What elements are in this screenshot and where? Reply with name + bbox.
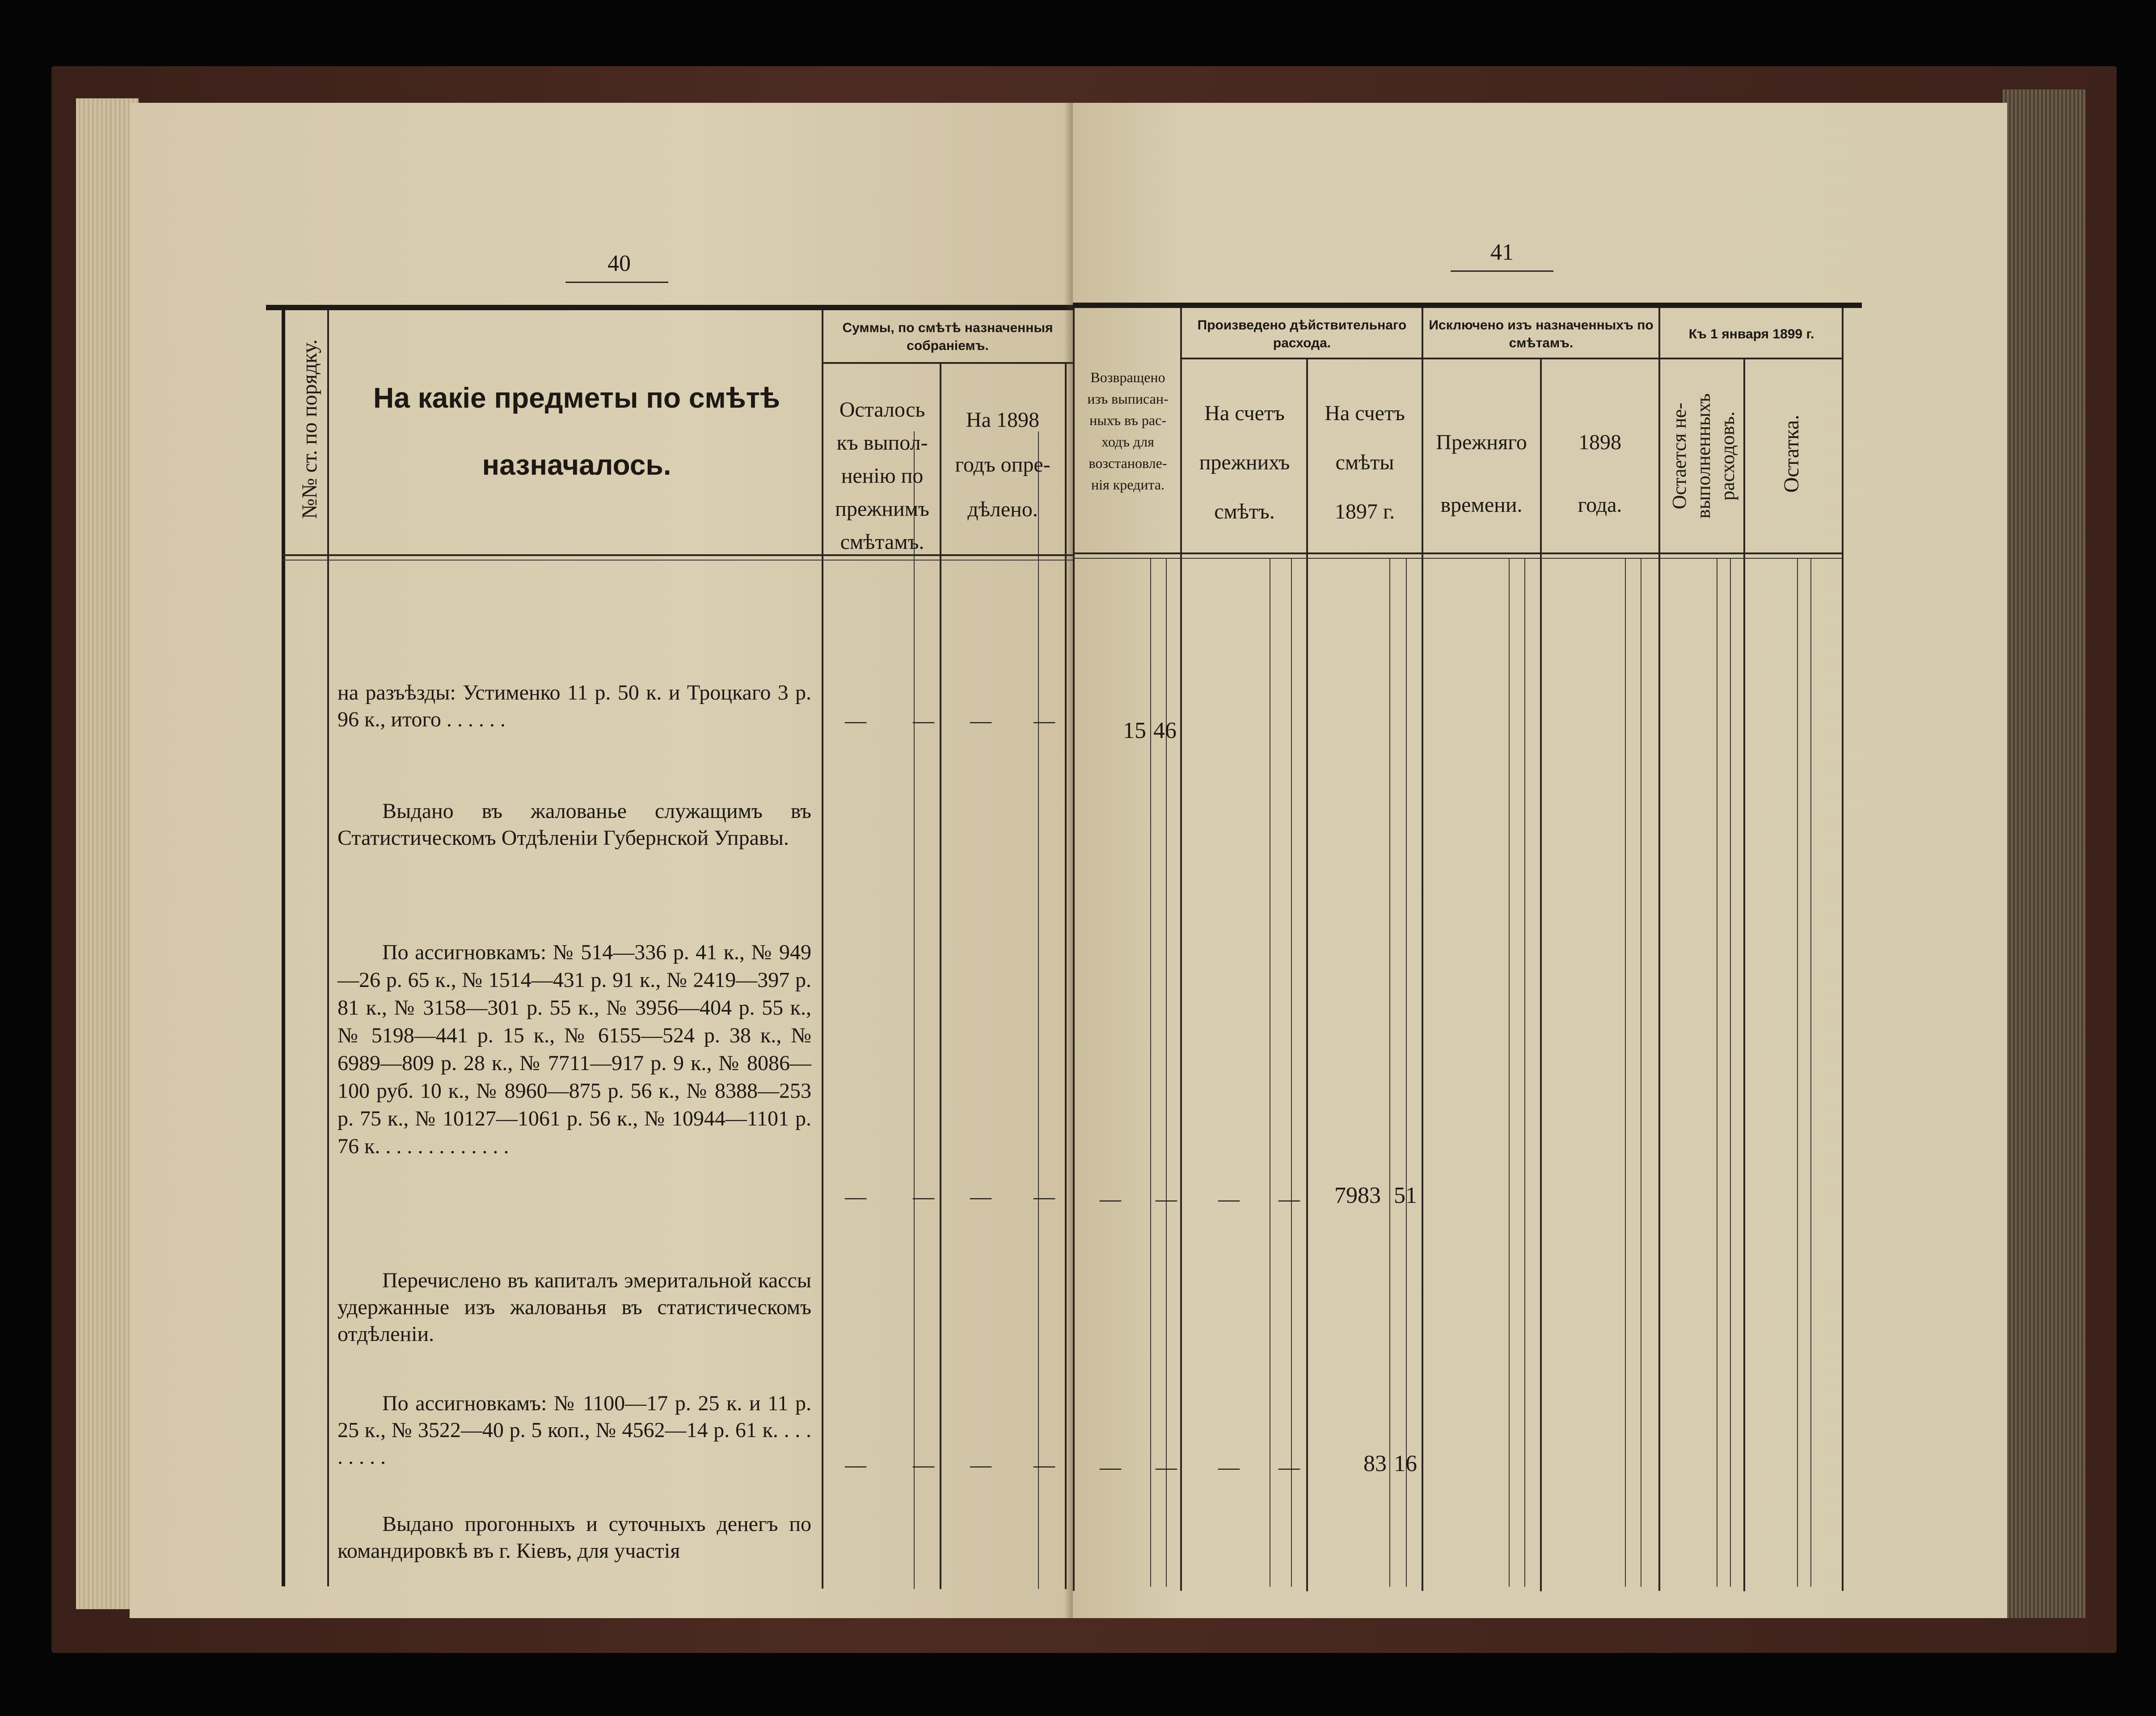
column-rule: [1291, 559, 1292, 1587]
page-number-rule: [1451, 270, 1553, 272]
spent-group-header: Произведено дѣйствительнаго расхода.: [1197, 318, 1407, 350]
dash: —: [845, 709, 866, 733]
returned-rub: 15: [1123, 718, 1146, 743]
entry-text: Выдано въ жалованье служащимъ въ Статистическомъ Отдѣленіи Губернской Управы.: [338, 799, 811, 850]
dash: —: [1218, 1187, 1240, 1211]
entry-2: [338, 798, 811, 852]
spent-1897-kop: 16: [1394, 1451, 1417, 1476]
column-rule: [1625, 559, 1626, 1587]
column-rule: [1180, 308, 1182, 1591]
column-rule: [282, 310, 285, 1586]
sums-group-header: Суммы, по смѣтѣ назначенныя собраніемъ.: [842, 320, 1053, 353]
hdr-line: 1898: [1578, 430, 1621, 454]
jan1899-group-header: Къ 1 января 1899 г.: [1688, 327, 1814, 342]
hdr-line: къ выпол-: [836, 431, 928, 455]
hdr-line: Осталось: [839, 398, 925, 422]
hdr-line: нія кредита.: [1091, 476, 1165, 493]
top-rule: [1073, 303, 1862, 308]
dash: —: [1100, 1455, 1121, 1479]
dash: —: [1218, 1455, 1240, 1479]
column-rule: [1306, 358, 1308, 1591]
page-number-right: 41: [1490, 240, 1514, 265]
column-rule: [1038, 431, 1039, 1589]
column-rule: [1389, 559, 1390, 1587]
dash: —: [1156, 1455, 1177, 1479]
entry-text: Выдано прогонныхъ и суточныхъ денегъ по командировкѣ въ г. Кіевъ, для участія: [338, 1512, 811, 1563]
dash: —: [970, 1185, 992, 1209]
hdr-line: прежнихъ: [1199, 451, 1290, 474]
column-rule: [327, 310, 329, 1586]
column-rule: [940, 362, 941, 1589]
hdr-line: 1897 г.: [1334, 500, 1395, 523]
col-prev-time-header: [1424, 411, 1539, 536]
column-rule: [914, 431, 915, 1589]
column-rule: [1150, 559, 1151, 1587]
hdr-line: ходъ для: [1101, 434, 1154, 450]
entry-text: Перечислено въ капиталъ эмеритальной кассы удержанные изъ жалованья въ статистическомъ отдѣленіи.: [338, 1269, 811, 1346]
spent-1897-rub: 83: [1363, 1451, 1387, 1476]
entry-text: на разъѣзды: Устименко 11 р. 50 к. и Троцкаго 3 р. 96 к., итого . . . . . .: [338, 681, 811, 731]
right-page: [1073, 103, 2007, 1618]
entry-4: [338, 1267, 811, 1348]
column-rule: [1842, 308, 1844, 1591]
col-1898-header: [942, 398, 1063, 532]
column-rule: [1422, 308, 1423, 1591]
entry-6: [338, 1511, 811, 1564]
dash: —: [1278, 1187, 1300, 1211]
column-rule: [1810, 559, 1811, 1587]
spent-1897-rub: 7983: [1334, 1183, 1381, 1208]
column-rule: [1658, 308, 1660, 1591]
col-subject-line: назначалось.: [482, 449, 671, 481]
hdr-line: ненію по: [841, 464, 924, 488]
col-subject-header: [340, 364, 814, 498]
column-rule: [1509, 559, 1510, 1587]
col-1897-header: [1309, 389, 1421, 536]
dash: —: [845, 1185, 866, 1209]
hdr-line: годъ опре-: [955, 453, 1051, 476]
col-remained-header: [825, 393, 940, 559]
entry-text: По ассигновкамъ: № 1100—17 р. 25 к. и 11 р. 25 к., № 3522—40 р. 5 коп., № 4562—14 р. 61 к. . . . . . . . .: [338, 1391, 811, 1469]
dash: —: [1100, 1187, 1121, 1211]
col-subject-line: На какіе предметы по смѣтѣ: [373, 382, 780, 414]
returned-kop: 46: [1153, 718, 1177, 743]
header-bottom-rule: [282, 560, 1073, 561]
hdr-line: прежнимъ: [835, 497, 929, 521]
column-rule: [1540, 358, 1542, 1591]
entry-text: По ассигновкамъ: № 514—336 р. 41 к., № 949—26 р. 65 к., № 1514—431 р. 91 к., № 2419—397 р. 81 к., № 3158—301 р. 55 к., № 3956—404 р. 55 к., № 5198—441 р. 15 к., № 6155—524 р. 38 к., № 6989—809 р. 28 к., № 7711—917 р. 9 к., № 8086—100 руб. 10 к., № 8960—875 р. 56 к., № 8388—253 р. 75 к., № 10127—1061 р. 56 к., № 10944—1101 р. 76 к. . . . . . . . . . . . .: [338, 940, 811, 1158]
entry-1: [338, 679, 811, 733]
header-rule: [822, 362, 1073, 364]
hdr-line: Возвращено: [1090, 369, 1165, 385]
hdr-line: времени.: [1440, 493, 1523, 517]
hdr-line: смѣты: [1335, 451, 1394, 474]
column-rule: [1743, 358, 1745, 1591]
col-1898-year-header: [1542, 411, 1658, 536]
dash: —: [1278, 1455, 1300, 1479]
col-prev-estimates-header: [1184, 389, 1305, 536]
page-number-left: 40: [608, 251, 631, 276]
header-bottom-rule: [1073, 552, 1842, 554]
header-bottom-rule: [1073, 558, 1842, 559]
entry-5: [338, 1390, 811, 1471]
hdr-line: года.: [1578, 493, 1622, 517]
column-rule: [1406, 559, 1407, 1587]
left-page: [130, 103, 1073, 1618]
header-rule: [1180, 358, 1842, 359]
col-returned-header: [1076, 367, 1179, 495]
dash: —: [845, 1453, 866, 1477]
header-bottom-rule: [282, 554, 1073, 556]
column-rule: [1730, 559, 1731, 1587]
dash: —: [913, 709, 934, 733]
col-remainder-header: Остатка.: [1780, 414, 1803, 493]
page-number-rule: [565, 282, 668, 283]
column-rule: [1797, 559, 1798, 1587]
hdr-line: возстановле-: [1089, 455, 1167, 471]
col-number-header: №№ ст. по порядку.: [298, 339, 321, 519]
dash: —: [913, 1453, 934, 1477]
hdr-line: На счетъ: [1325, 401, 1405, 425]
dash: —: [970, 709, 992, 733]
excluded-group-header: Исключено изъ назначенныхъ по смѣтамъ.: [1429, 318, 1654, 350]
dash: —: [1034, 1453, 1055, 1477]
hdr-line: Прежняго: [1436, 430, 1527, 454]
top-rule: [266, 305, 1073, 310]
hdr-line: изъ выписан-: [1087, 391, 1169, 407]
entry-3: [338, 939, 811, 1160]
column-rule: [1166, 559, 1167, 1587]
hdr-line: смѣтамъ.: [840, 530, 924, 554]
hdr-line: На счетъ: [1204, 401, 1285, 425]
dash: —: [970, 1453, 992, 1477]
column-rule: [1524, 559, 1525, 1587]
column-rule: [1073, 308, 1075, 1591]
spent-1897-kop: 51: [1394, 1183, 1417, 1208]
hdr-line: ныхъ въ рас-: [1089, 412, 1166, 428]
dash: —: [1156, 1187, 1177, 1211]
page-edges-left: [76, 98, 139, 1609]
hdr-line: дѣлено.: [967, 498, 1038, 521]
page-edges-right: [2003, 89, 2085, 1618]
hdr-line: смѣтъ.: [1214, 500, 1275, 523]
column-rule: [822, 310, 823, 1589]
dash: —: [1034, 1185, 1055, 1209]
dash: —: [913, 1185, 934, 1209]
col-unfulfilled-header: Остается не-выполненныхъ расходовъ.: [1668, 393, 1738, 519]
hdr-line: На 1898: [966, 408, 1039, 432]
dash: —: [1034, 709, 1055, 733]
